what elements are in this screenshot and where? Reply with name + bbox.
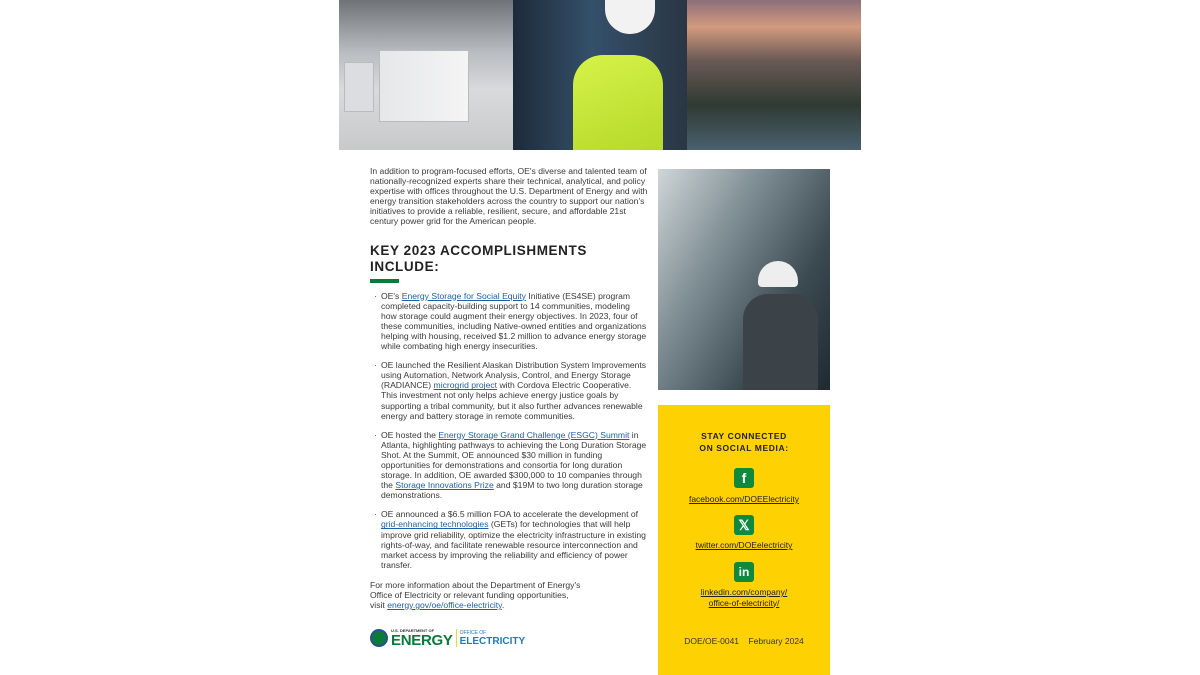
linkedin-link-line: office-of-electricity/ [708,597,780,608]
energy-storage-warehouse-photo [339,0,513,150]
document-date: February 2024 [748,636,804,646]
main-text-column [370,166,648,648]
gets-link[interactable]: grid-enhancing technologies [381,519,489,530]
bullet-text: OE hosted the [381,429,439,440]
engineer-at-panel-photo [658,169,830,390]
linkedin-link-line: linkedin.com/company/ [700,587,788,597]
logo-divider [456,629,457,647]
bullet-text: (GETs) for technologies that will help improve grid reliability, optimize the electricity infrastructure in existing rights-of-way, and facilitate renewable resource interconnection and market access by improving the reliability and efficiency of power transfer. [381,519,646,570]
bullet-text: OE launched the Resilient Alaskan Distribution System Improvements using Automation, Network Analysis, Control, and Energy Storage (RADIANCE) [381,360,647,391]
control-room-worker-photo [513,0,687,150]
intro-paragraph: In addition to program-focused efforts, OE's diverse and talented team of nationally-recognized experts share their technical, analytical, and policy expertise with offices throughout the U.S. Department of Energy and with energy transition stakeholders across the country to support our nation's initiatives to provide a reliable, resilient, secure, and affordable 21st century power grid for the American people. [370,166,648,227]
section-heading: KEY 2023 ACCOMPLISHMENTS INCLUDE: [370,242,587,274]
list-item [374,430,648,501]
social-media-panel [658,405,830,675]
logo-dept-text: U.S. DEPARTMENT OF [391,628,435,634]
doe-seal-icon [370,629,388,647]
more-info-text: . [501,600,505,611]
bullet-text: with Cordova Electric Cooperative. This investment not only helps achieve energy justice goals by supporting a tribal community, but it also further advances renewable energy and battery storage in remote communities. [381,380,643,421]
logo-office-of-text: OFFICE OF [459,629,487,636]
document-id: DOE/OE-0041 [684,636,740,646]
bullet-text: and $19M to two long duration storage demonstrations. [381,480,643,501]
bullet-text: Initiative (ES4SE) program completed capacity-building support to 14 communities, modeling how storage could augment their energy objectives. In 2023, four of these communities, including Native-owned entities and organizations helping with housing, received $1.2 million to advance energy storage while combating high energy insecurities. [381,290,647,352]
es4se-link[interactable]: Energy Storage for Social Equity [401,290,526,301]
social-heading [658,430,830,454]
social-heading-line: STAY CONNECTED [701,431,787,441]
social-heading-line: ON SOCIAL MEDIA: [699,443,789,453]
list-item [374,509,648,570]
esgc-summit-link[interactable]: Energy Storage Grand Challenge (ESGC) Summit [438,429,630,440]
linkedin-icon[interactable]: in [734,562,754,582]
logo-electricity-text: ELECTRICITY [459,635,526,647]
logo-energy-text: ENERGY [391,632,453,650]
heading-rule [370,279,399,283]
x-twitter-icon[interactable]: 𝕏 [734,515,754,535]
bullet-text: OE announced a $6.5 million FOA to accelerate the development of [381,509,639,520]
doe-oe-logo [370,628,648,648]
facebook-link[interactable]: facebook.com/DOEElectricity [688,494,800,504]
linkedin-link[interactable] [658,587,830,608]
bullet-text: in Atlanta, highlighting pathways to achieving the Long Duration Storage Shot. At the Summit, OE announced $30 million in funding opportunities for demonstrations and consortia for long duration storage. In addition, OE awarded $300,000 to 10 companies through the [381,429,647,491]
list-item [374,291,648,352]
more-info-text: For more information about the Department of Energy's Office of Electricity or relevant funding opportunities, visit [370,579,581,611]
document-footer [658,636,830,646]
twitter-link[interactable]: twitter.com/DOEelectricity [695,540,793,550]
facebook-icon[interactable]: f [734,468,754,488]
list-item [374,360,648,421]
alaska-mountains-photo [687,0,861,150]
more-info-paragraph [370,580,585,610]
microgrid-project-link[interactable]: microgrid project [433,380,498,391]
storage-innovations-prize-link[interactable]: Storage Innovations Prize [395,480,494,491]
bullet-text: OE's [381,290,402,301]
office-electricity-link[interactable]: energy.gov/oe/office-electricity [387,600,502,611]
